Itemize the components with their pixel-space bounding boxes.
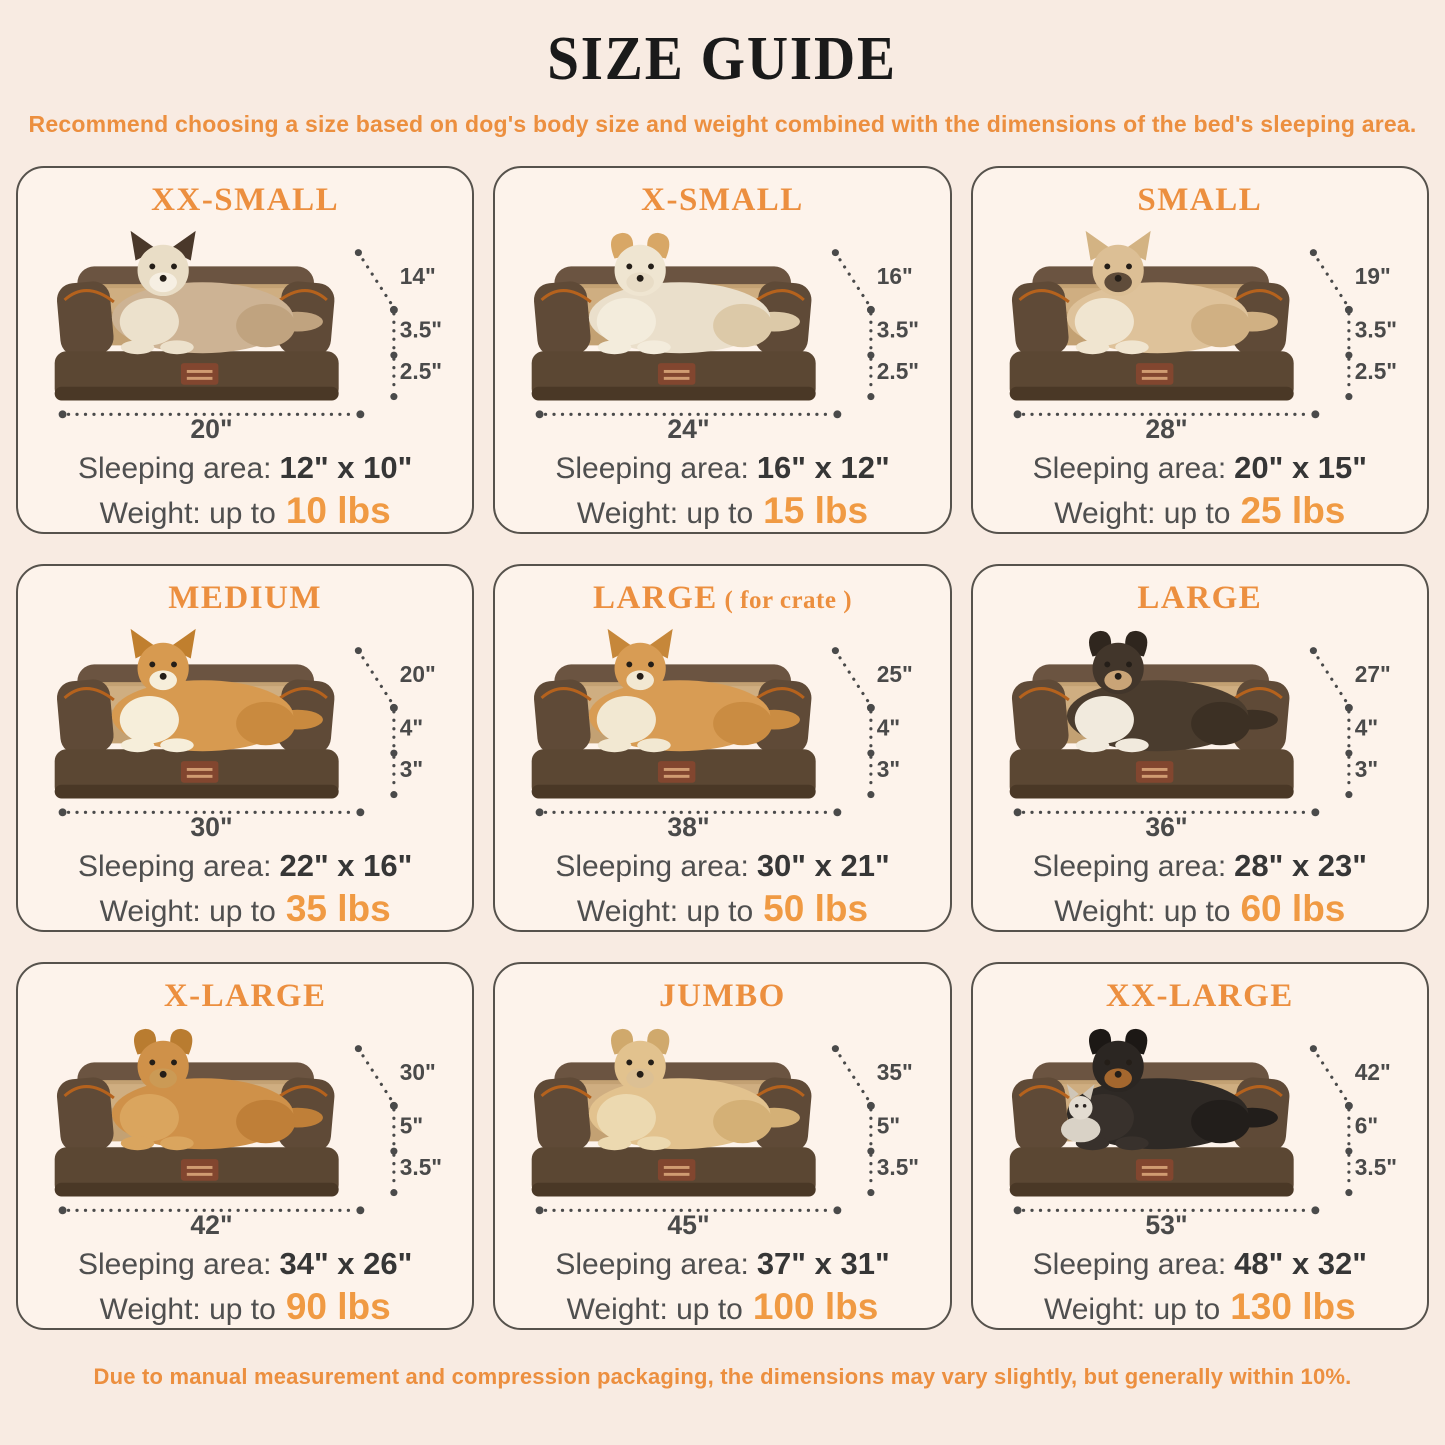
lower-height-dim-label: 2.5": [877, 357, 920, 384]
size-card: [971, 962, 1429, 1330]
sleeping-area-label: Sleeping area:: [1032, 1248, 1227, 1281]
bed-brand-tag: [1136, 1159, 1173, 1181]
sleeping-area-value: 28" x 23": [1234, 848, 1367, 883]
sleeping-area-label: Sleeping area:: [1032, 850, 1227, 883]
weight-value: 10 lbs: [285, 490, 391, 531]
size-name: [151, 182, 339, 219]
bed-brand-tag: [1136, 363, 1173, 385]
sleeping-area-label: Sleeping area:: [78, 452, 272, 485]
weight-line: [1054, 490, 1345, 532]
depth-dim-label: 30": [399, 1059, 436, 1086]
size-name: [168, 580, 322, 617]
size-card: [493, 166, 951, 534]
sleeping-area-label: Sleeping area:: [78, 1248, 272, 1281]
size-card: [16, 564, 474, 932]
weight-line: [577, 888, 868, 930]
bed-figure: [988, 223, 1412, 442]
sleeping-area-value: 22" x 16": [279, 848, 413, 883]
weight-line: [100, 1286, 391, 1328]
lower-height-dim-label: 3.5": [877, 1153, 920, 1180]
size-name: [641, 182, 804, 219]
bed-left-arm: [56, 280, 115, 357]
size-name-main: LARGE: [592, 580, 718, 616]
upper-height-dim-label: 5": [877, 1112, 901, 1139]
upper-height-dim-label: 3.5": [399, 316, 443, 343]
sleeping-area-value: 12" x 10": [279, 450, 413, 485]
upper-height-dim-label: 3.5": [877, 316, 920, 343]
depth-dim-label: 42": [1354, 1059, 1391, 1086]
bed-figure: [510, 223, 934, 442]
upper-height-dim-label: 4": [877, 714, 901, 741]
bed-left-arm: [533, 280, 592, 357]
bed-brand-tag: [658, 761, 695, 783]
size-name: [1137, 182, 1262, 219]
bed-left-arm: [1010, 678, 1069, 755]
width-dim-label: 28": [1145, 414, 1188, 442]
weight-value: 100 lbs: [752, 1286, 879, 1327]
lower-height-dim-label: 3.5": [399, 1153, 443, 1180]
sleeping-area-line: [555, 848, 889, 884]
size-name: [1137, 580, 1262, 617]
weight-line: [567, 1286, 879, 1328]
weight-label: Weight: up to: [566, 1293, 743, 1326]
size-card: [493, 564, 951, 932]
bed-figure: [988, 1019, 1412, 1238]
size-cards-grid: [16, 166, 1429, 1330]
width-dim-label: 30": [190, 812, 233, 840]
weight-line: [1044, 1286, 1356, 1328]
size-name-main: LARGE: [1137, 580, 1263, 616]
width-dim-label: 24": [667, 414, 711, 442]
bed-left-arm: [56, 678, 115, 755]
sleeping-area-value: 30" x 21": [756, 848, 890, 883]
sleeping-area-value: 48" x 32": [1234, 1246, 1367, 1281]
size-name-main: XX-LARGE: [1105, 978, 1294, 1014]
weight-label: Weight: up to: [1054, 895, 1231, 928]
size-card: [16, 166, 474, 534]
weight-line: [577, 490, 868, 532]
bed-left-arm: [533, 678, 592, 755]
sleeping-area-line: [78, 450, 412, 486]
disclaimer-text: Due to manual measurement and compression packaging, the dimensions may vary slightly, but generally within 10%.: [93, 1364, 1352, 1389]
sleeping-area-value: 16" x 12": [756, 450, 890, 485]
bed-figure: [33, 1019, 457, 1238]
sleeping-area-line: [1033, 450, 1367, 486]
upper-height-dim-label: 6": [1354, 1112, 1378, 1139]
weight-line: [100, 888, 391, 930]
upper-height-dim-label: 4": [1354, 714, 1378, 741]
width-dim-label: 38": [667, 812, 711, 840]
depth-dim-label: 20": [399, 661, 436, 688]
depth-dim-label: 27": [1354, 661, 1391, 688]
depth-dim-label: 16": [877, 263, 914, 290]
size-card: [971, 564, 1429, 932]
depth-dim-label: 19": [1354, 263, 1391, 290]
size-name-suffix: ( for crate ): [717, 587, 853, 614]
bed-brand-tag: [181, 363, 218, 385]
size-name-main: X-LARGE: [163, 978, 327, 1014]
sleeping-area-value: 37" x 31": [756, 1246, 890, 1281]
bed-figure: [988, 621, 1412, 840]
size-card: [16, 962, 474, 1330]
lower-height-dim-label: 2.5": [1354, 357, 1397, 384]
size-name: [659, 978, 786, 1015]
bed-brand-tag: [181, 1159, 218, 1181]
bed-left-arm: [533, 1076, 592, 1153]
weight-label: Weight: up to: [576, 895, 754, 928]
weight-label: Weight: up to: [1043, 1293, 1221, 1326]
weight-value: 130 lbs: [1230, 1286, 1356, 1327]
width-dim-label: 45": [667, 1210, 711, 1238]
size-name: [1106, 978, 1294, 1015]
width-dim-label: 53": [1145, 1210, 1188, 1238]
lower-height-dim-label: 3": [877, 755, 901, 782]
size-name-main: MEDIUM: [168, 580, 323, 616]
width-dim-label: 20": [190, 414, 233, 442]
sleeping-area-line: [555, 450, 889, 486]
sleeping-area-label: Sleeping area:: [78, 850, 272, 883]
bed-figure: [510, 1019, 934, 1238]
sleeping-area-value: 20" x 15": [1234, 450, 1367, 485]
depth-dim-label: 25": [877, 661, 914, 688]
weight-label: Weight: up to: [1054, 497, 1231, 530]
size-name-main: XX-SMALL: [151, 182, 340, 218]
bed-figure: [33, 621, 457, 840]
lower-height-dim-label: 3": [399, 755, 424, 782]
weight-label: Weight: up to: [99, 1293, 276, 1326]
weight-line: [1054, 888, 1345, 930]
bed-left-arm: [1010, 280, 1069, 357]
size-name: [164, 978, 327, 1015]
weight-value: 60 lbs: [1240, 888, 1346, 929]
bed-figure: [33, 223, 457, 442]
bed-brand-tag: [658, 1159, 695, 1181]
size-name-main: JUMBO: [659, 978, 786, 1014]
weight-label: Weight: up to: [576, 497, 754, 530]
width-dim-label: 36": [1145, 812, 1188, 840]
sleeping-area-label: Sleeping area:: [555, 850, 749, 883]
weight-line: [100, 490, 391, 532]
weight-value: 50 lbs: [763, 888, 869, 929]
size-name: [593, 580, 852, 617]
depth-dim-label: 35": [877, 1059, 914, 1086]
sleeping-area-label: Sleeping area:: [1032, 452, 1227, 485]
sleeping-area-line: [1033, 848, 1367, 884]
weight-label: Weight: up to: [99, 895, 276, 928]
bed-left-arm: [1010, 1076, 1069, 1153]
sleeping-area-line: [78, 848, 412, 884]
size-card: [493, 962, 951, 1330]
sleeping-area-line: [1033, 1246, 1367, 1282]
lower-height-dim-label: 2.5": [399, 357, 443, 384]
bed-brand-tag: [181, 761, 218, 783]
upper-height-dim-label: 5": [399, 1112, 424, 1139]
weight-value: 25 lbs: [1240, 490, 1346, 531]
depth-dim-label: 14": [399, 263, 436, 290]
bed-left-arm: [56, 1076, 115, 1153]
sleeping-area-line: [78, 1246, 412, 1282]
upper-height-dim-label: 4": [399, 714, 424, 741]
upper-height-dim-label: 3.5": [1354, 316, 1397, 343]
weight-value: 15 lbs: [763, 490, 869, 531]
weight-value: 90 lbs: [285, 1286, 391, 1327]
lower-height-dim-label: 3": [1354, 755, 1378, 782]
page-title: SIZE GUIDE: [547, 25, 898, 93]
size-name-main: SMALL: [1137, 182, 1263, 218]
page-subtitle: Recommend choosing a size based on dog's body size and weight combined with the dimensions of the bed's sleeping area.: [28, 111, 1417, 137]
lower-height-dim-label: 3.5": [1354, 1153, 1397, 1180]
size-name-main: X-SMALL: [641, 182, 804, 218]
sleeping-area-line: [555, 1246, 889, 1282]
weight-value: 35 lbs: [285, 888, 391, 929]
bed-brand-tag: [1136, 761, 1173, 783]
sleeping-area-label: Sleeping area:: [555, 1248, 749, 1281]
bed-figure: [510, 621, 934, 840]
weight-label: Weight: up to: [99, 497, 276, 530]
sleeping-area-value: 34" x 26": [279, 1246, 413, 1281]
bed-brand-tag: [658, 363, 695, 385]
sleeping-area-label: Sleeping area:: [555, 452, 749, 485]
size-card: [971, 166, 1429, 534]
width-dim-label: 42": [190, 1210, 233, 1238]
